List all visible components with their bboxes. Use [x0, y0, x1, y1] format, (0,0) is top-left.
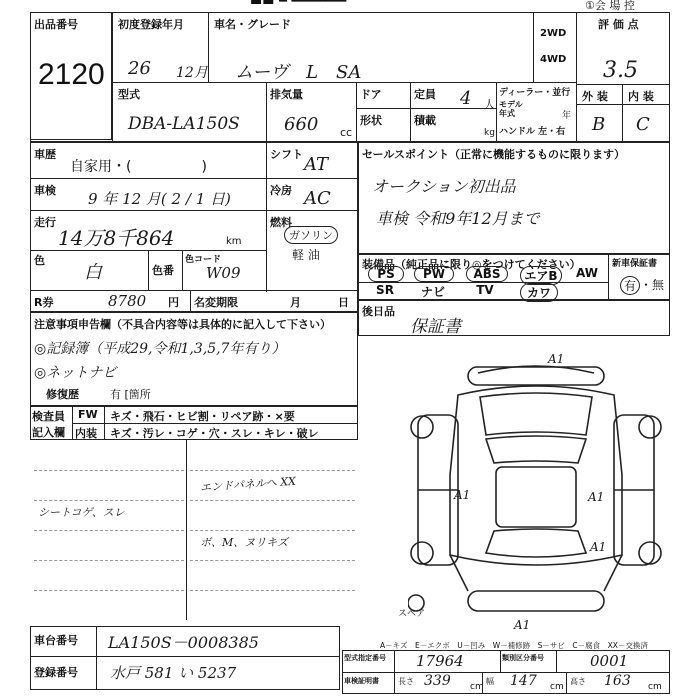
spare-label: スペア: [398, 609, 426, 619]
sales-point-label: セールスポイント（正常に機能するものに限ります）: [362, 148, 626, 161]
warranty-label: 新車保証書: [612, 259, 658, 269]
after-fit-block: [358, 300, 670, 336]
fuel-label: 燃料: [270, 216, 292, 229]
entry-label: 記入欄: [32, 426, 65, 439]
repair-value: 有 [箇所: [110, 388, 151, 401]
inspector-label: 検査員: [32, 410, 65, 423]
cert-label: 車検証明書: [344, 677, 379, 685]
interior-label: 内 装: [628, 90, 654, 103]
equip-ps: PS: [368, 266, 404, 282]
warranty-yes: 有: [620, 276, 640, 295]
length-unit: cm: [470, 682, 484, 692]
interior-grade: C: [636, 114, 650, 135]
note-end-panel: エンドパネルへ XX: [199, 474, 297, 495]
first-reg-year: 26: [128, 58, 151, 79]
inspection-value: 9 年 12 月( 2 / 1 日): [88, 190, 231, 208]
usage-value: 自家用・( ): [70, 159, 207, 175]
aircon-label: 冷房: [270, 184, 292, 197]
type-cert-value: 17964: [416, 652, 464, 670]
mark-front: A1: [548, 352, 565, 366]
header-cutoff: ▬▬ ━ ━━━━━━━: [250, 0, 347, 9]
legend: A－キズ E－エクボ U－凹み W－補修跡 S－サビ C－腐食 XX－交換済: [380, 641, 648, 650]
inspection-label: 車検: [34, 184, 56, 197]
equip-airbag: エアB: [520, 266, 562, 285]
notes-label: 注意事項申告欄（不具合内容等は具体的に記入して下さい）: [34, 318, 331, 331]
mileage-label: 走行: [34, 216, 56, 229]
car-diagram: [408, 355, 664, 635]
mark-right-rear: A1: [590, 540, 607, 554]
score-value: 3.5: [603, 58, 638, 83]
color-no-label: 色番: [152, 264, 174, 277]
fw-label: FW: [78, 408, 98, 421]
height-value: 163: [604, 673, 631, 689]
kg-unit: kg: [484, 128, 495, 138]
capacity-value: 4: [460, 88, 472, 109]
fw-items: キズ・飛石・ヒビ割・リペア跡・×要: [110, 410, 295, 423]
km-unit: km: [226, 236, 242, 247]
recycle-value: 8780: [108, 292, 147, 310]
after-fit-value: 保証書: [410, 317, 461, 337]
equip-sr: SR: [376, 283, 394, 297]
copy-note: ①会 場 控: [585, 0, 635, 12]
color-label: 色: [34, 254, 45, 267]
fuel-light-oil: 軽 油: [292, 248, 320, 262]
door-label: ドア: [360, 88, 382, 101]
equipment-label: 装備品（純正品に限り◎をつけてください）: [362, 258, 581, 271]
dealer-label: ディーラー・並行: [499, 88, 571, 98]
drive-2wd: 2WD: [540, 28, 567, 39]
class-value: 0001: [590, 652, 629, 670]
chassis-label: 車台番号: [34, 634, 78, 647]
model-label: 型式: [118, 88, 140, 101]
car-name-label: 車名・グレード: [214, 18, 291, 31]
width-label: 幅: [486, 677, 494, 686]
reg-no-label: 登録番号: [34, 666, 78, 679]
first-reg-label: 初度登録年月: [118, 18, 184, 31]
yen-unit: 円: [168, 296, 179, 309]
after-fit-label: 後日品: [362, 305, 395, 318]
length-label: 長さ: [398, 677, 414, 686]
capacity-unit: 人: [484, 98, 495, 111]
equip-pw: PW: [414, 266, 454, 282]
height-label: 高さ: [570, 677, 586, 686]
capacity-label: 定員: [414, 88, 436, 101]
interior-row-label: 内装: [75, 427, 97, 440]
equip-navi: ナビ: [420, 285, 445, 299]
reg-no-value: 水戸 581 い 5237: [110, 664, 237, 682]
name-change-label: 名変期限: [194, 296, 238, 309]
equip-kawa: カワ: [520, 283, 558, 302]
mark-left: A1: [454, 488, 471, 502]
aircon-value: AC: [304, 188, 331, 209]
warranty-no: ・無: [640, 278, 665, 292]
length-value: 339: [424, 673, 451, 689]
lot-number: 2120: [38, 58, 105, 91]
equip-abs: ABS: [466, 266, 508, 282]
mark-right: A1: [588, 490, 605, 504]
drive-4wd: 4WD: [540, 54, 567, 65]
lot-label: 出品番号: [34, 18, 78, 31]
first-reg-month: 12月: [176, 65, 208, 81]
load-label: 積載: [414, 114, 436, 127]
model-year-label: モデル年式: [499, 100, 523, 118]
notes-line2: ◎ネットナビ: [34, 365, 117, 381]
fuel-gasoline: ガソリン: [284, 226, 338, 244]
equip-tv: TV: [476, 283, 494, 297]
shape-label: 形状: [360, 114, 382, 127]
equip-aw: AW: [576, 266, 598, 280]
exterior-grade: B: [592, 114, 606, 135]
color-code-label: 色コード: [185, 255, 222, 265]
shift-value: AT: [304, 154, 329, 175]
usage-label: 車歴: [34, 148, 56, 161]
interior-items: キズ・汚レ・コゲ・穴・スレ・キレ・破レ: [110, 427, 319, 440]
height-unit: cm: [648, 682, 662, 692]
mark-rear: A1: [514, 618, 531, 632]
class-label: 類別区分番号: [502, 654, 544, 662]
year-unit: 年: [562, 111, 572, 121]
sales-point-line1: オークション初出品: [372, 177, 516, 196]
width-unit: cm: [550, 682, 564, 692]
displacement-value: 660: [284, 114, 319, 135]
width-value: 147: [510, 673, 537, 689]
handle-label: ハンドル 左・右: [499, 127, 566, 137]
model-value: DBA-LA150S: [128, 114, 240, 134]
note-bonnet: ボ、M、ヌリキズ: [200, 536, 289, 549]
note-seat: シートコゲ、スレ: [38, 506, 125, 519]
type-cert-label: 型式指定番号: [344, 654, 386, 662]
displacement-label: 排気量: [270, 88, 303, 101]
chassis-value: LA150S－0008385: [108, 633, 259, 652]
score-label: 評 価 点: [598, 18, 639, 31]
exterior-label: 外 装: [582, 90, 608, 103]
color-value: 白: [84, 262, 102, 283]
repair-label: 修復歴: [46, 388, 79, 401]
cc-unit: cc: [340, 126, 353, 139]
notes-line1: ◎記録簿（平成29,令和1,3,5,7年有り）: [34, 341, 286, 357]
sales-point-line2: 車検 令和9年12月まで: [376, 209, 540, 228]
shift-label: シフト: [270, 148, 303, 161]
month-unit: 月: [290, 296, 301, 309]
day-unit: 日: [338, 296, 349, 309]
color-code-value: W09: [206, 264, 241, 282]
recycle-label: R券: [34, 296, 54, 309]
mileage-value: 14万8千864: [58, 226, 175, 250]
car-name: ムーヴ L SA: [235, 62, 362, 83]
